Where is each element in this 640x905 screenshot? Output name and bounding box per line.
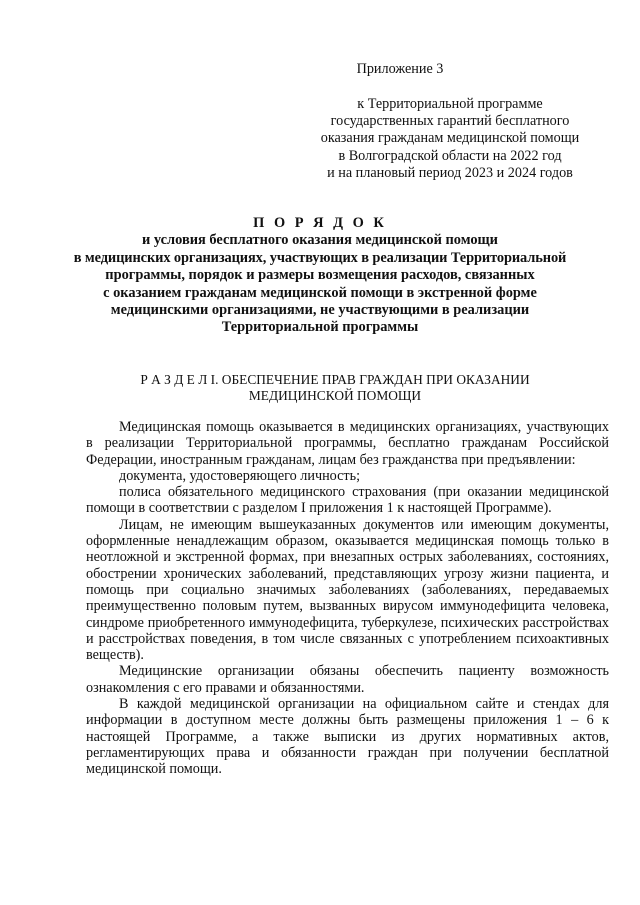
paragraph: документа, удостоверяющего личность; (119, 467, 361, 484)
heading-line: Территориальной программы (221, 319, 419, 336)
heading-line: с оказанием гражданам медицинской помощи в экстренной форме (103, 284, 537, 301)
appendix-line: и на плановый период 2023 и 2024 годов (327, 164, 573, 181)
paragraph: Медицинская помощь оказывается в медицинских организациях, участвующих в реализации Территориальной программы, бесплатно гражданам Российской Федерации, иностранным гражданам, лицам без гражданства при предъявлении: (86, 419, 609, 468)
appendix-line: оказания гражданам медицинской помощи (320, 130, 580, 147)
heading-line: медицинскими организациями, не участвующими в реализации (110, 302, 530, 319)
paragraph: В каждой медицинской организации на официальном сайте и стендах для информации в доступном месте должны быть размещены приложения 1 – 6 к настоящей Программе, а также выписки из других нормативных актов, регламентирующих права и обязанности граждан при получении бесплатной медицинской помощи. (86, 696, 609, 778)
document-heading (70, 215, 570, 337)
paragraph: полиса обязательного медицинского страхования (при оказании медицинской помощи в соответствии с разделом I приложения 1 к настоящей Программе). (86, 484, 609, 517)
body-text (86, 419, 609, 778)
appendix-line: в Волгоградской области на 2022 год (338, 147, 562, 164)
appendix-subtitle (300, 96, 600, 182)
document-title: П О Р Я Д О К (253, 215, 387, 231)
section-line: МЕДИЦИНСКОЙ ПОМОЩИ (248, 388, 422, 403)
paragraph: Медицинские организации обязаны обеспечить пациенту возможность ознакомления с его правами и обязанностями. (86, 663, 609, 696)
section-line: Р А З Д Е Л I. ОБЕСПЕЧЕНИЕ ПРАВ ГРАЖДАН ПРИ ОКАЗАНИИ (140, 372, 530, 387)
section-heading (100, 372, 570, 404)
appendix-title: Приложение 3 (356, 61, 444, 77)
heading-line: программы, порядок и размеры возмещения расходов, связанных (105, 267, 535, 284)
appendix-line: к Территориальной программе (357, 96, 543, 112)
heading-line: в медицинских организациях, участвующих в реализации Территориальной (73, 249, 567, 266)
paragraph: Лицам, не имеющим вышеуказанных документов или имеющим документы, оформленные ненадлежащим образом, оказывается медицинская помощь только в неотложной и экстренной формах, при внезапных острых заболеваниях, состояниях, обострении хронических заболеваний, представляющих угрозу жизни пациента, и помощь при социально значимых заболеваниях (заболеваниях, передаваемых преимущественно половым путем, вызванных вирусом иммунодефицита человека, синдроме приобретенного иммунодефицита, туберкулезе, психических расстройствах и расстройствах поведения, в том числе связанных с употреблением психоактивных веществ). (86, 516, 609, 664)
heading-line: и условия бесплатного оказания медицинской помощи (142, 232, 498, 249)
appendix-line: государственных гарантий бесплатного (330, 113, 570, 130)
